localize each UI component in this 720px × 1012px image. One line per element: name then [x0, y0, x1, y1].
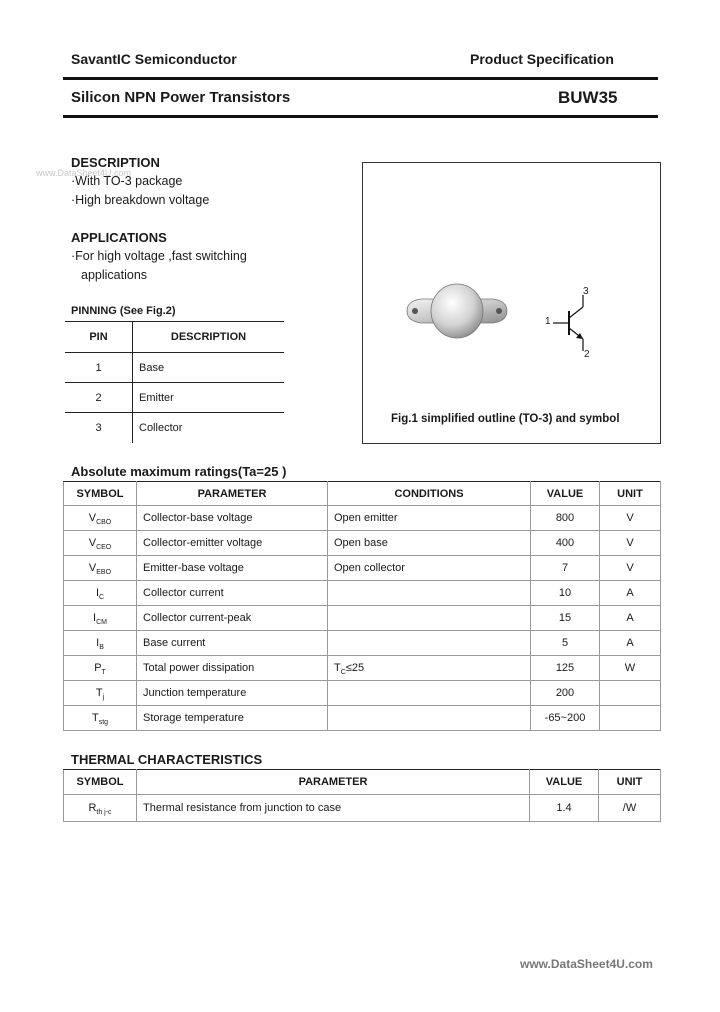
table-row: [65, 413, 284, 443]
unit-cell: V: [600, 531, 661, 556]
npn-transistor-symbol-icon: [553, 293, 593, 353]
thermal-header-row: [64, 770, 661, 795]
abs-max-header-row: [64, 482, 661, 506]
header-rule-top: [63, 77, 658, 80]
conditions-cell: [328, 681, 531, 706]
unit-cell: /W: [599, 795, 661, 822]
parameter-cell: Collector current: [137, 581, 328, 606]
unit-cell: [600, 681, 661, 706]
value-cell: 7: [531, 556, 600, 581]
unit-header: UNIT: [599, 770, 661, 795]
applications-line: applications: [81, 268, 148, 282]
parameter-cell: Junction temperature: [137, 681, 328, 706]
table-row: [64, 656, 661, 681]
value-cell: 800: [531, 506, 600, 531]
value-cell: 10: [531, 581, 600, 606]
conditions-cell: [328, 706, 531, 731]
pinning-title: PINNING (See Fig.2): [71, 305, 176, 317]
parameter-cell: Collector current-peak: [137, 606, 328, 631]
pin-description: Collector: [139, 421, 183, 434]
pin-description: Emitter: [133, 383, 285, 413]
parameter-cell: Emitter-base voltage: [137, 556, 328, 581]
part-number: BUW35: [558, 88, 618, 107]
symbol-pin-emitter-label: 2: [584, 349, 590, 360]
table-row: [64, 556, 661, 581]
pin-number: 3: [65, 413, 133, 443]
pin-description-header: DESCRIPTION: [133, 322, 285, 353]
table-row: [64, 706, 661, 731]
header-rule-bottom: [63, 115, 658, 118]
abs-max-table: [63, 481, 661, 731]
table-row: [64, 506, 661, 531]
table-row: [64, 531, 661, 556]
value-cell: 5: [531, 631, 600, 656]
symbol-cell: $I_{CM}$: [64, 606, 137, 631]
parameter-cell: Collector-emitter voltage: [137, 531, 328, 556]
value-cell: 400: [531, 531, 600, 556]
symbol-cell: $R_{th j-c}$: [64, 795, 137, 822]
symbol-cell: $V_{CBO}$: [64, 506, 137, 531]
figure-caption: Fig.1 simplified outline (TO-3) and symbol: [391, 413, 620, 425]
applications-line: ·For high voltage ,fast switching: [71, 249, 247, 263]
value-cell: 1.4: [530, 795, 599, 822]
table-row: [64, 581, 661, 606]
unit-cell: [600, 706, 661, 731]
conditions-cell: [328, 606, 531, 631]
symbol-cell: $P_T$: [64, 656, 137, 681]
conditions-cell: Open emitter: [328, 506, 531, 531]
table-row: [64, 631, 661, 656]
value-header: VALUE: [531, 482, 600, 506]
table-row: [64, 795, 661, 822]
pin-number: 2: [65, 383, 133, 413]
description-title: DESCRIPTION: [71, 155, 160, 170]
unit-cell: A: [600, 631, 661, 656]
unit-cell: V: [600, 506, 661, 531]
symbol-cell: $V_{EBO}$: [64, 556, 137, 581]
document-type: Product Specification: [470, 51, 614, 67]
parameter-header: PARAMETER: [137, 482, 328, 506]
table-row: [65, 353, 284, 383]
table-row: [64, 681, 661, 706]
symbol-pin-collector-label: 3: [583, 286, 589, 297]
parameter-cell: Collector-base voltage: [137, 506, 328, 531]
description-item: ·High breakdown voltage: [71, 193, 210, 207]
thermal-table: [63, 769, 661, 822]
symbol-cell: $I_B$: [64, 631, 137, 656]
pin-description: Base: [133, 353, 285, 383]
symbol-cell: $T_{stg}$: [64, 706, 137, 731]
unit-cell: A: [600, 581, 661, 606]
parameter-header: PARAMETER: [137, 770, 530, 795]
footer-website: www.DataSheet4U.com: [520, 957, 653, 971]
symbol-header: SYMBOL: [64, 482, 137, 506]
conditions-cell: [328, 581, 531, 606]
parameter-cell: Base current: [137, 631, 328, 656]
parameter-cell: Thermal resistance from junction to case: [137, 795, 530, 822]
company-name: SavantIC Semiconductor: [71, 51, 237, 67]
value-cell: 125: [531, 656, 600, 681]
symbol-cell: $V_{CEO}$: [64, 531, 137, 556]
table-row: [65, 383, 284, 413]
figure-box: [362, 162, 661, 444]
to3-package-image: [401, 281, 513, 343]
applications-title: APPLICATIONS: [71, 230, 167, 245]
value-cell: -65~200: [531, 706, 600, 731]
unit-header: UNIT: [600, 482, 661, 506]
parameter-cell: Storage temperature: [137, 706, 328, 731]
thermal-title: THERMAL CHARACTERISTICS: [71, 752, 263, 767]
pinning-table: [65, 321, 284, 443]
description-item: ·With TO-3 package: [71, 174, 183, 188]
product-family: Silicon NPN Power Transistors: [71, 89, 291, 106]
value-cell: 200: [531, 681, 600, 706]
value-header: VALUE: [530, 770, 599, 795]
abs-max-title: Absolute maximum ratings(Ta=25 ): [71, 464, 287, 479]
symbol-cell: $I_C$: [64, 581, 137, 606]
watermark-text: www.DataSheet4U.com: [36, 168, 132, 178]
value-cell: 15: [531, 606, 600, 631]
conditions-cell: Open collector: [328, 556, 531, 581]
symbol-cell: $T_j$: [64, 681, 137, 706]
parameter-cell: Total power dissipation: [137, 656, 328, 681]
table-row: [64, 606, 661, 631]
conditions-cell: Open base: [328, 531, 531, 556]
pin-header: PIN: [65, 322, 133, 353]
conditions-cell: [328, 631, 531, 656]
symbol-pin-base-label: 1: [545, 316, 551, 327]
unit-cell: A: [600, 606, 661, 631]
pinning-header-row: [65, 322, 284, 353]
conditions-cell: $T_C\le 25$: [328, 656, 531, 681]
unit-cell: V: [600, 556, 661, 581]
conditions-header: CONDITIONS: [328, 482, 531, 506]
unit-cell: W: [600, 656, 661, 681]
pin-number: 1: [65, 353, 133, 383]
symbol-header: SYMBOL: [64, 770, 137, 795]
